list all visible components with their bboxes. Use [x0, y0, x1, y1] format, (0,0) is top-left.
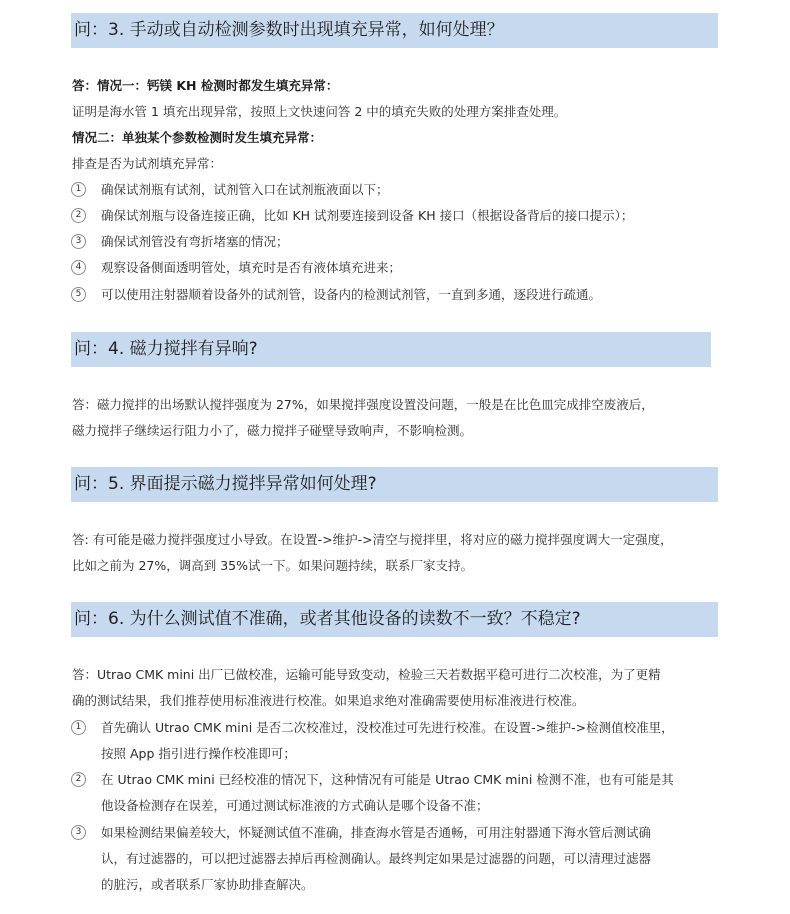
q3-case1-text: 证明是海水管 1 填充出现异常，按照上文快速问答 2 中的填充失败的处理方案排查处理。: [72, 104, 567, 119]
q3-item-5-number: 5: [71, 287, 86, 302]
q6-item-1-number: 1: [71, 720, 86, 735]
q3-item-1-number: 1: [71, 182, 86, 197]
q6-item-1-line-2: 按照 App 指引进行操作校准即可；: [101, 746, 296, 761]
q6-item-3-line-3: 的脏污，或者联系厂家协助排查解决。: [101, 877, 314, 892]
q4-answer-line-1: 答：磁力搅拌的出场默认搅拌强度为 27%，如果搅拌强度设置没问题，一般是在比色皿完成排空废液后，: [72, 397, 654, 412]
q3-item-3-number: 3: [71, 234, 86, 249]
q5-answer-line-2: 比如之前为 27%，调高到 35%试一下。如果问题持续，联系厂家支持。: [72, 558, 474, 573]
q6-item-3-number: 3: [71, 825, 86, 840]
q3-item-2-number: 2: [71, 208, 86, 223]
q3-answer-case1: 答：情况一：钙镁 KH 检测时都发生填充异常：: [72, 78, 339, 93]
q6-item-2-number: 2: [71, 772, 86, 787]
q3-heading: 问：3. 手动或自动检测参数时出现填充异常，如何处理？: [71, 13, 718, 48]
q6-answer-line-1: 答：Utrao CMK mini 出厂已做校准，运输可能导致变动，检验三天若数据平稳可进行二次校准，为了更精: [72, 667, 661, 682]
q3-item-3-text: 确保试剂管没有弯折堵塞的情况；: [101, 234, 289, 249]
q6-answer-line-2: 确的测试结果，我们推荐使用标准液进行校准。如果追求绝对准确需要使用标准液进行校准。: [72, 693, 585, 708]
q6-item-3-line-2: 认，有过滤器的，可以把过滤器去掉后再检测确认。最终判定如果是过滤器的问题，可以清理过滤器: [101, 851, 652, 866]
q3-case2-title: 情况二：单独某个参数检测时发生填充异常：: [72, 130, 323, 145]
q5-heading: 问：5. 界面提示磁力搅拌异常如何处理?: [71, 467, 718, 502]
q6-heading: 问：6. 为什么测试值不准确，或者其他设备的读数不一致？不稳定?: [71, 602, 718, 637]
q6-item-3-line-1: 如果检测结果偏差较大，怀疑测试值不准确，排查海水管是否通畅，可用注射器通下海水管后测试确: [101, 825, 652, 840]
q6-item-2-line-2: 他设备检测存在误差，可通过测试标准液的方式确认是哪个设备不准；: [101, 798, 489, 813]
q3-check-intro: 排查是否为试剂填充异常：: [72, 156, 223, 171]
q3-item-1-text: 确保试剂瓶有试剂，试剂管入口在试剂瓶液面以下；: [101, 182, 389, 197]
q4-heading: 问：4. 磁力搅拌有异响?: [71, 332, 711, 367]
q3-item-4-number: 4: [71, 260, 86, 275]
q5-answer-line-1: 答: 有可能是磁力搅拌强度过小导致。在设置->维护->清空与搅拌里，将对应的磁力搅拌强度调大一定强度，: [72, 532, 673, 547]
q3-item-2-text: 确保试剂瓶与设备连接正确，比如 KH 试剂要连接到设备 KH 接口（根据设备背后的接口提示）；: [101, 208, 634, 223]
q3-item-5-text: 可以使用注射器顺着设备外的试剂管，设备内的检测试剂管，一直到多通，逐段进行疏通。: [101, 287, 602, 302]
q3-item-4-text: 观察设备侧面透明管处，填充时是否有液体填充进来；: [101, 260, 402, 275]
q4-answer-line-2: 磁力搅拌子继续运行阻力小了，磁力搅拌子碰壁导致响声，不影响检测。: [72, 423, 473, 438]
q6-item-2-line-1: 在 Utrao CMK mini 已经校准的情况下，这种情况有可能是 Utrao CMK mini 检测不准，也有可能是其: [101, 772, 674, 787]
q6-item-1-line-1: 首先确认 Utrao CMK mini 是否二次校准过，没校准过可先进行校准。在设置->维护->检测值校准里，: [101, 720, 674, 735]
